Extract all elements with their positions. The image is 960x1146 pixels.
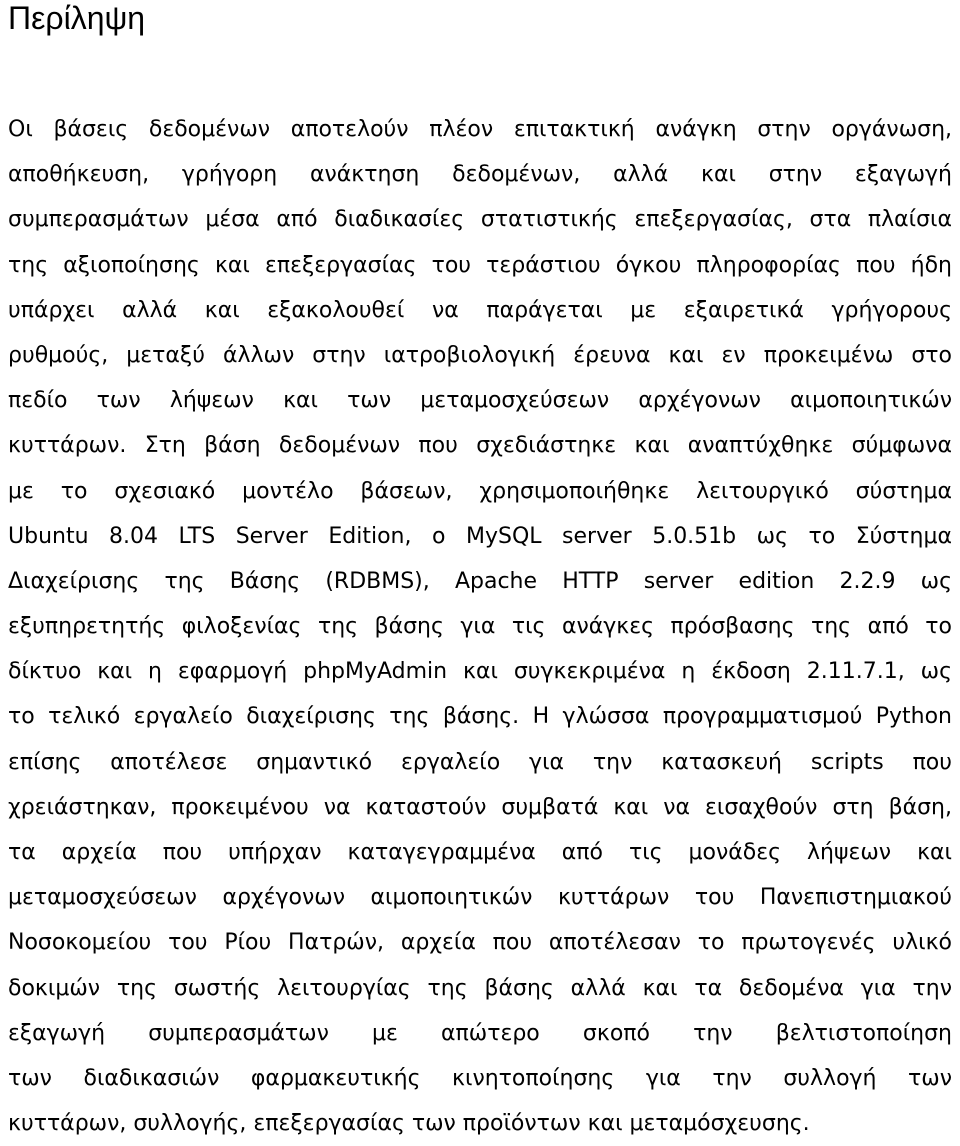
paragraph-line: των διαδικασιών φαρμακευτικής κινητοποίησης για την συλλογή των <box>8 1065 952 1091</box>
paragraph-line: συμπερασμάτων μέσα από διαδικασίες στατιστικής επεξεργασίας, στα πλαίσια <box>8 207 952 233</box>
paragraph-line: εξαγωγή συμπερασμάτων με απώτερο σκοπό την βελτιστοποίηση <box>8 1020 952 1046</box>
page-title: Περίληψη <box>8 0 146 36</box>
paragraph-line: κυττάρων. Στη βάση δεδομένων που σχεδιάστηκε και αναπτύχθηκε σύμφωνα <box>8 433 952 459</box>
paragraph-line: Οι βάσεις δεδομένων αποτελούν πλέον επιτακτική ανάγκη στην οργάνωση, <box>8 117 952 142</box>
paragraph-line: Νοσοκομείου του Ρίου Πατρών, αρχεία που αποτέλεσαν το πρωτογενές υλικό <box>8 930 952 956</box>
paragraph-line: χρειάστηκαν, προκειμένου να καταστούν συμβατά και να εισαχθούν στη βάση, <box>8 794 952 820</box>
paragraph-line: αποθήκευση, γρήγορη ανάκτηση δεδομένων, αλλά και στην εξαγωγή <box>8 162 952 188</box>
paragraph-line: τα αρχεία που υπήρχαν καταγεγραμμένα από τις μονάδες λήψεων και <box>8 840 952 865</box>
paragraph-line: δοκιμών της σωστής λειτουργίας της βάσης αλλά και τα δεδομένα για την <box>8 975 952 1001</box>
abstract-paragraph <box>8 107 952 1146</box>
paragraph-line: της αξιοποίησης και επεξεργασίας του τεράστιου όγκου πληροφορίας που ήδη <box>8 252 952 278</box>
paragraph-line: υπάρχει αλλά και εξακολουθεί να παράγεται με εξαιρετικά γρήγορους <box>8 297 952 323</box>
paragraph-line: επίσης αποτέλεσε σημαντικό εργαλείο για την κατασκευή scripts που <box>8 749 952 775</box>
paragraph-line: Ubuntu 8.04 LTS Server Edition, ο MySQL server 5.0.51b ως το Σύστημα <box>8 523 952 549</box>
paragraph-line: Διαχείρισης της Βάσης (RDBMS), Apache HTTP server edition 2.2.9 ως <box>8 568 952 594</box>
paragraph-line: κυττάρων, συλλογής, επεξεργασίας των προϊόντων και μεταμόσχευσης. <box>8 1111 810 1137</box>
paragraph-line: πεδίο των λήψεων και των μεταμοσχεύσεων αρχέγονων αιμοποιητικών <box>8 388 952 414</box>
paragraph-line: το τελικό εργαλείο διαχείρισης της βάσης. Η γλώσσα προγραμματισμού Python <box>8 704 952 730</box>
paragraph-line: εξυπηρετητής φιλοξενίας της βάσης για τις ανάγκες πρόσβασης της από το <box>8 614 952 640</box>
paragraph-line: ρυθμούς, μεταξύ άλλων στην ιατροβιολογική έρευνα και εν προκειμένω στο <box>8 342 952 368</box>
paragraph-line: δίκτυο και η εφαρμογή phpMyAdmin και συγκεκριμένα η έκδοση 2.11.7.1, ως <box>8 659 952 685</box>
paragraph-line: με το σχεσιακό μοντέλο βάσεων, χρησιμοποιήθηκε λειτουργικό σύστημα <box>8 478 952 504</box>
paragraph-line: μεταμοσχεύσεων αρχέγονων αιμοποιητικών κυττάρων του Πανεπιστημιακού <box>8 885 952 911</box>
